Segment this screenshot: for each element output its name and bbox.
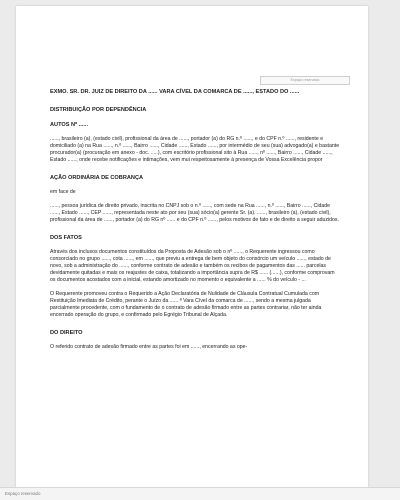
- against-line: em face de: [50, 189, 76, 195]
- action-title: AÇÃO ORDINÁRIA DE COBRANÇA: [50, 175, 144, 181]
- document-body: [50, 88, 340, 351]
- viewer-footer: [0, 487, 400, 500]
- defendant-paragraph: ......, pessoa jurídica de direito privado, inscrita no CNPJ sob o n.º ......, com sede na Rua ......, n.º ......, Bairro ......, Cidade ......, Estado ......, CEP ......, representada neste ato por seu (sua) sócio(a) gerente Sr. (a). ......, brasileiro (a), (estado civil), profissional da área de ......, portador (a) do RG nº ...... e do CPF n.º ......, pelos motivos de fato e de direito a seguir aduzidos.: [50, 203, 339, 223]
- reserved-stamp: Espaço reservado: [260, 76, 350, 85]
- distribution-heading: DISTRIBUIÇÃO POR DEPENDÊNCIA: [50, 107, 147, 113]
- facts-heading: DOS FATOS: [50, 235, 82, 241]
- plaintiff-paragraph: ......, brasileiro (a), (estado civil), profissional da área de ......, portador (a) do RG n.º ......, e do CPF n.º ......, residente e domiciliado (a) na Rua ......, n.º ......, Bairro ......, Cidade ......, Estado ......, por intermédio de seu (sua) advogado(a) e bastante procurador(a) (procuração em anexo - doc. .....), com escritório profissional sito à Rua ......, nº ......, Bairro ......, Cidade ......, Estado ......, onde recebe notificações e intimações, vem mui respeitosamente à presença de Vossa Excelência propor: [50, 136, 340, 163]
- autos-heading: AUTOS Nº ......: [50, 122, 88, 128]
- facts-paragraph-1: Através dos inclusos documentos constituídos da Proposta de Adesão sob o nº ......, o Requerente ingressou como consorciado no grupo ......, cota ......, em ......, que previu a entrega de bem objeto do consórcio um veículo ......, estado de novo, sob a administração do ......, conforme contrato de adesão e também os recibos de pagamentos das ...... parcelas devidamente quitadas e mais os reajustes de caixa, totalizando a importância supra de R$ ...... (......), conforme comprovam os documentos acostados com a inicial, estando amortizado no momento o equivalente a ...... % do veículo - ...: [50, 249, 335, 283]
- petition-title: EXMO. SR. DR. JUIZ DE DIREITO DA ...... VARA CÍVEL DA COMARCA DE ......, ESTADO DO ......: [50, 89, 300, 95]
- document-page: [16, 6, 368, 492]
- footer-label: Espaço reservado: [5, 491, 41, 496]
- law-paragraph-1: O referido contrato de adesão firmado entre as partes foi em ......, encerrando as ope-: [50, 344, 248, 350]
- law-heading: DO DIREITO: [50, 330, 83, 336]
- facts-paragraph-2: O Requerente promoveu contra o Requerido a Ação Declaratória de Nulidade de Cláusula Contratual Cumulada com Restituição Imediata de Crédito, perante o Juízo da ...... ª Vara Cível da comarca de ......, sendo a mesma julgada parcialmente procedente, com o fundamento de o contrato de adesão firmado entre as partes contrariar, não ter ainda encerrado operação do grupo, e confirmado pelo Egrégio Tribunal de Alçada.: [50, 291, 322, 318]
